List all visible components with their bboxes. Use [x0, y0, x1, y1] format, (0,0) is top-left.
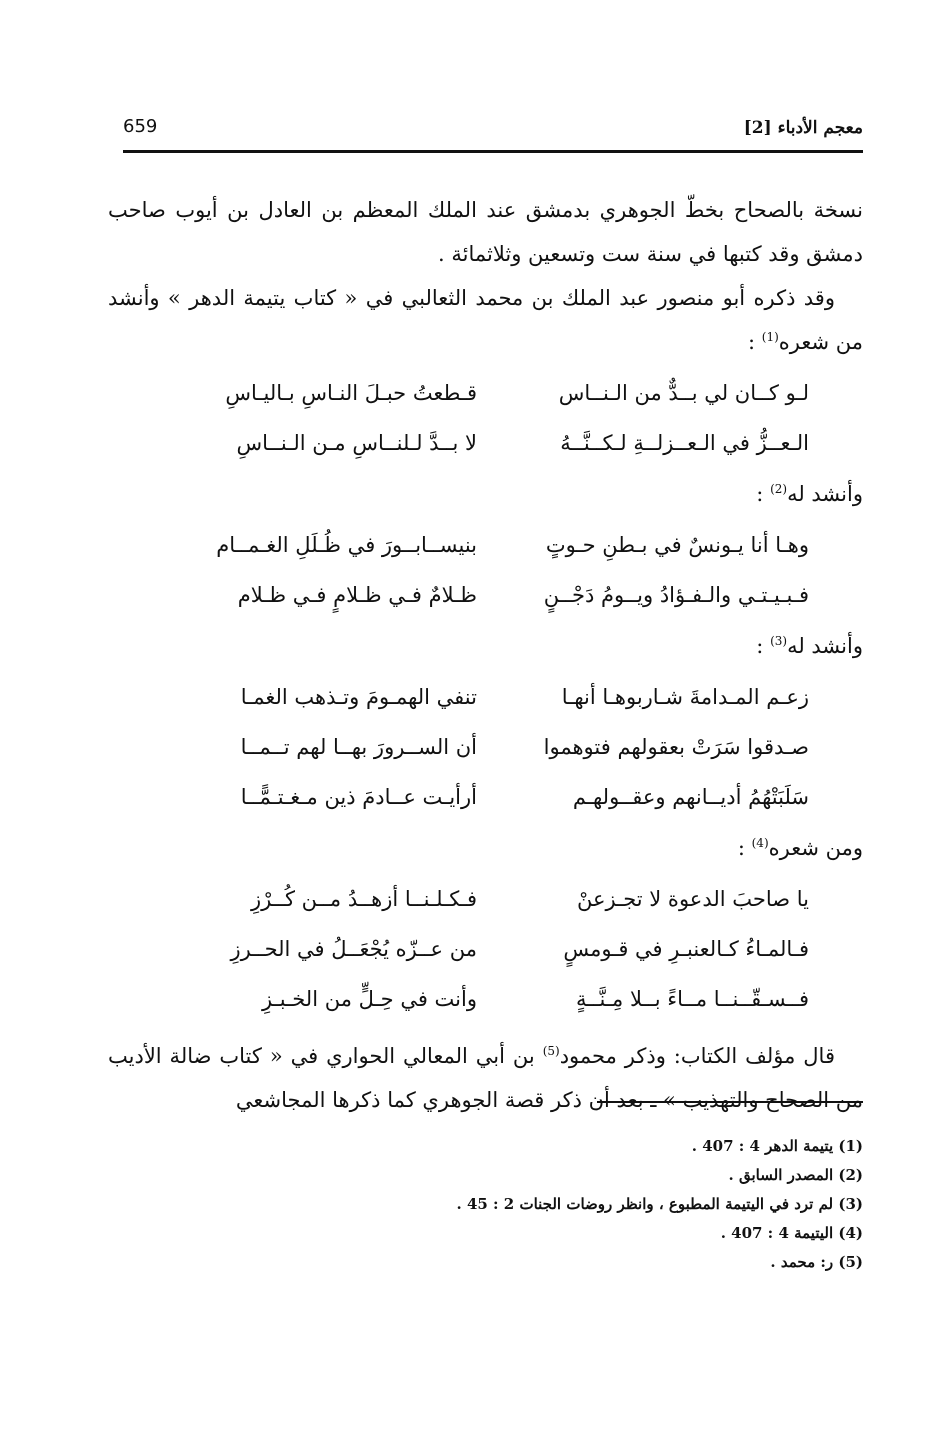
- verse-line: [108, 974, 863, 1024]
- verse-second-hemistich: وأنت في حِـلٍّ من الخـبـزِ: [262, 987, 477, 1011]
- verse-first-hemistich: الـعــزُّ في الـعــزلــةِ لـكــنَّــهُ: [560, 431, 809, 455]
- verse-first-hemistich: فـبـيـتـي والـفـؤادُ ويــومُ دَجْــنٍ: [543, 583, 809, 607]
- verse-line: [108, 570, 863, 620]
- verse-line: [108, 772, 863, 822]
- footnote-ref: (5): [542, 1044, 560, 1058]
- poem-intro-3: [108, 624, 863, 668]
- poem-intro-4: [108, 826, 863, 870]
- verse-line: [108, 672, 863, 722]
- poem-intro-2: [108, 472, 863, 516]
- verse-first-hemistich: فـالمـاءُ كـالعنبـرِ في قـومسٍ: [563, 937, 809, 961]
- verse-second-hemistich: تنفي الهمـومَ وتـذهب الغمـا: [240, 685, 477, 709]
- paragraph-text: وقد ذكره أبو منصور عبد الملك بن محمد الثعالبي في « كتاب يتيمة الدهر » وأنشد من شعره: [108, 286, 863, 354]
- intro-text: ومن شعره: [768, 836, 863, 860]
- footnote-item: (4) اليتيمة 4 : 407 .: [720, 1224, 863, 1242]
- poem-2: [108, 520, 863, 620]
- verse-second-hemistich: بنيســابــورَ في ظُـلَلِ الغـمــام: [216, 533, 477, 557]
- paragraph-end: :: [747, 330, 762, 354]
- verse-first-hemistich: فــسـقّــنــا مــاءً بــلا مِـنَّــةٍ: [575, 987, 809, 1011]
- running-title: معجم الأدباء [2]: [743, 118, 863, 138]
- verse-first-hemistich: لـو كــان لي بــدٌّ من الـنــاس: [558, 381, 809, 405]
- verse-line: [108, 924, 863, 974]
- paragraph-author-note: [108, 1034, 863, 1122]
- footnotes: [263, 1132, 863, 1277]
- intro-text: وأنشد له: [787, 482, 863, 506]
- verse-second-hemistich: أرأيـت عــادمَ ذين مـغـتـمًّــا: [240, 785, 477, 809]
- page-body: [108, 188, 863, 1122]
- verse-second-hemistich: من عــزّه يُجْعَــلُ في الحــرزِ: [230, 937, 477, 961]
- footnote-item: (3) لم ترد في اليتيمة المطبوع ، وانظر روضات الجنات 2 : 45 .: [456, 1195, 863, 1213]
- intro-end: :: [756, 634, 771, 658]
- verse-second-hemistich: أن الســرورَ بهــا لهم تــمــا: [240, 735, 477, 759]
- footnote-item: (2) المصدر السابق .: [728, 1166, 863, 1184]
- verse-line: [108, 418, 863, 468]
- intro-end: :: [756, 482, 771, 506]
- footnote-ref: (4): [751, 836, 769, 850]
- footnote-ref: (3): [770, 634, 788, 648]
- verse-second-hemistich: قـطعتُ حبـلَ النـاسِ بـاليـاسِ: [225, 381, 477, 405]
- paragraph-thaalibi: [108, 276, 863, 364]
- verse-line: [108, 874, 863, 924]
- verse-first-hemistich: صـدقوا سَرَتْ بعقولهم فتوهموا: [543, 735, 809, 759]
- verse-first-hemistich: سَلَبَتْهُمُ أديــانهم وعقــولهـم: [572, 785, 809, 809]
- intro-end: :: [737, 836, 752, 860]
- footnote-item: (5) ر: محمد .: [770, 1253, 863, 1271]
- verse-line: [108, 368, 863, 418]
- poem-3: [108, 672, 863, 822]
- paragraph-manuscript: نسخة بالصحاح بخطّ الجوهري بدمشق عند الملك المعظم بن العادل بن أيوب صاحب دمشق وقد كتبها في سنة ست وتسعين وثلاثمائة .: [108, 198, 863, 266]
- footnote-ref: (2): [770, 482, 788, 496]
- verse-second-hemistich: لا بــدَّ لـلنــاسِ مـن الـنــاسِ: [236, 431, 477, 455]
- verse-second-hemistich: ظـلامٌ فـي ظـلامٍ فـي ظـلام: [237, 583, 477, 607]
- verse-first-hemistich: وهـا أنا يـونسٌ في بـطنِ حـوتٍ: [545, 533, 809, 557]
- paragraph-text: قال مؤلف الكتاب: وذكر محمود: [559, 1044, 835, 1068]
- poem-4: [108, 874, 863, 1024]
- paragraph-text: بن أبي المعالي الحواري في « كتاب ضالة الأديب من الصحاح والتهذيب » ـ بعد أن ذكر قصة الجوهري كما ذكرها المجاشعي: [108, 1044, 863, 1112]
- footnote-separator: [597, 1101, 863, 1103]
- footnote-item: (1) يتيمة الدهر 4 : 407 .: [691, 1137, 863, 1155]
- poem-1: [108, 368, 863, 468]
- verse-line: [108, 722, 863, 772]
- footnote-ref: (1): [761, 330, 779, 344]
- verse-line: [108, 520, 863, 570]
- verse-second-hemistich: فـكـلـنــا أزهــدُ مــن كُــرْزِ: [250, 887, 477, 911]
- verse-first-hemistich: يا صاحبَ الدعوة لا تجـزعنْ: [576, 887, 809, 911]
- page-number: 659: [123, 116, 158, 137]
- intro-text: وأنشد له: [787, 634, 863, 658]
- page-header: [123, 114, 863, 153]
- verse-first-hemistich: زعـم المـدامةَ شـاربوهـا أنهـا: [561, 685, 809, 709]
